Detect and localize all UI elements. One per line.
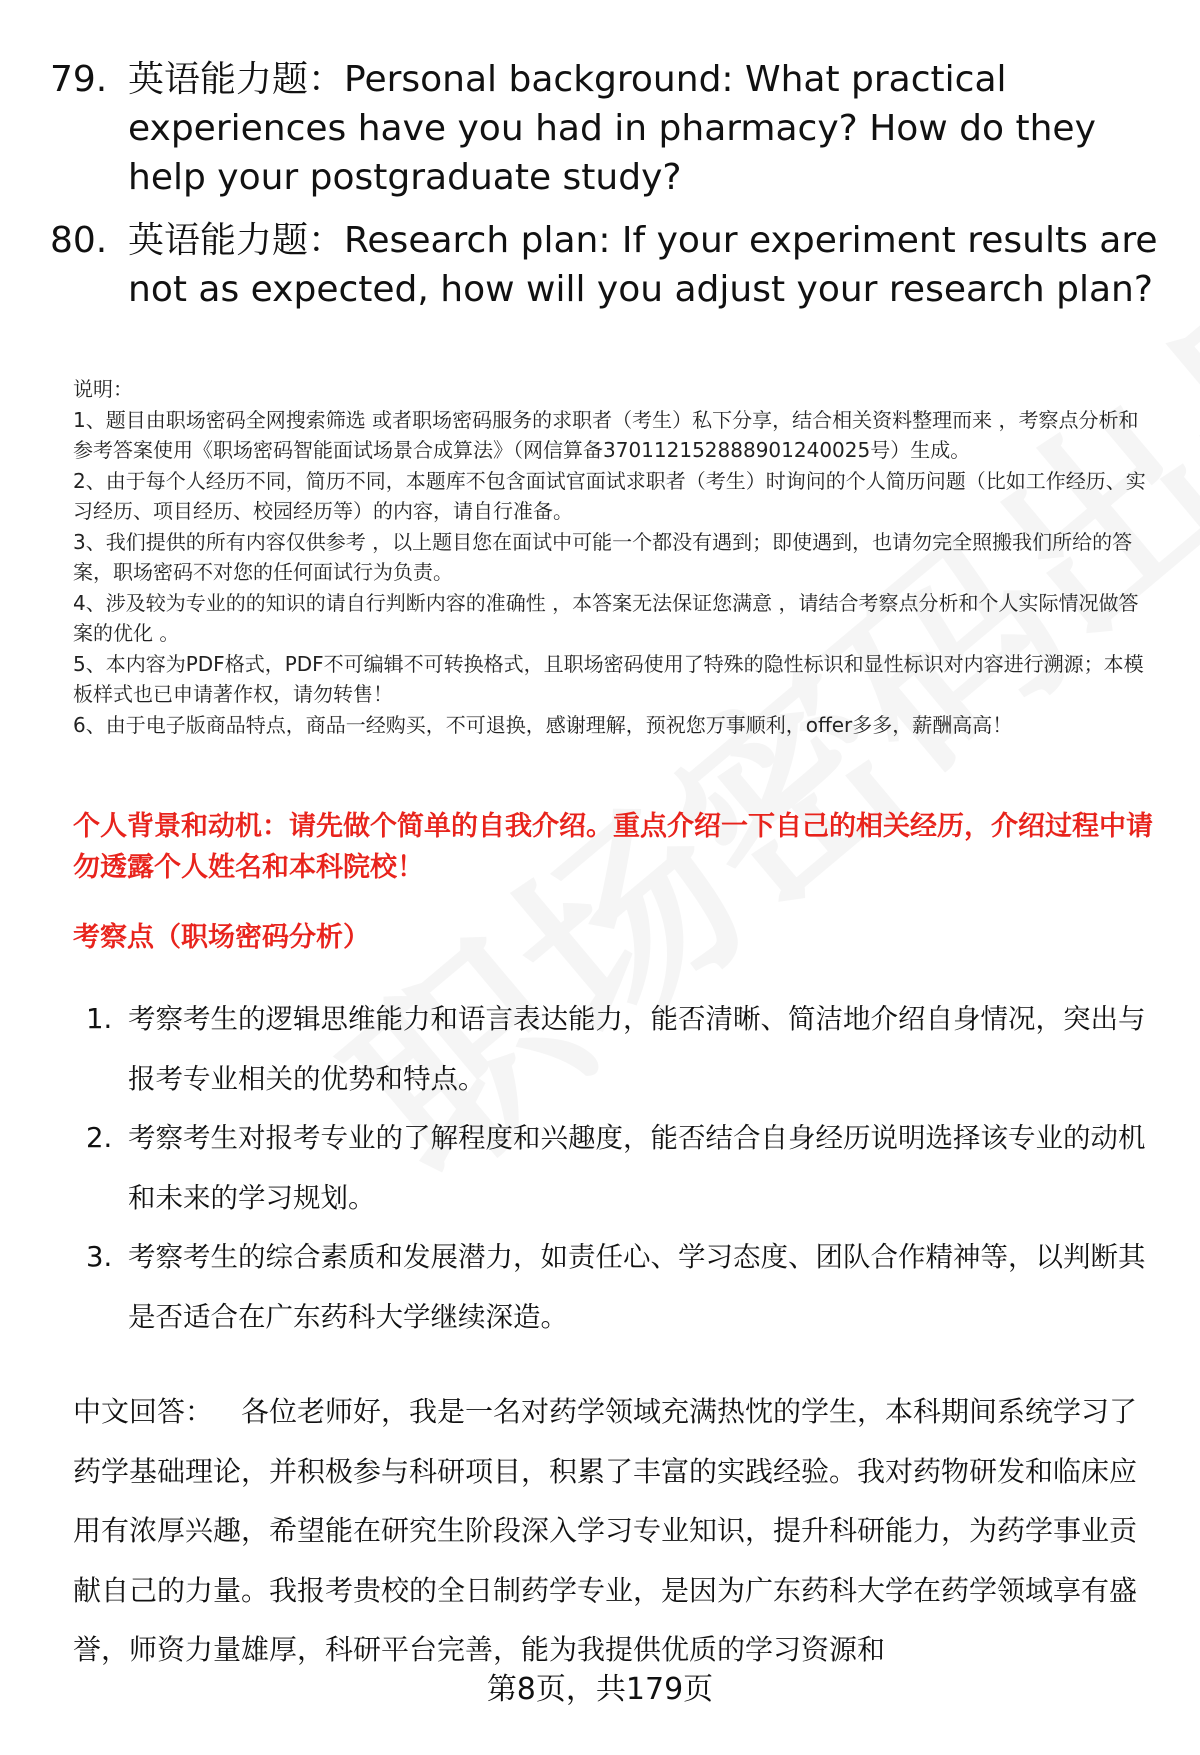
question-80 xyxy=(50,216,1160,314)
answer-label: 中文回答： xyxy=(73,1395,214,1428)
analysis-point xyxy=(73,990,1153,1109)
point-number: 3. xyxy=(86,1241,113,1273)
section-title: 个人背景和动机：请先做个简单的自我介绍。重点介绍一下自己的相关经历，介绍过程中请勿透露个人姓名和本科院校！ xyxy=(73,811,1153,883)
notes-heading: 说明： xyxy=(73,377,133,401)
note-item: 2、由于每个人经历不同，简历不同，本题库不包含面试官面试求职者（考生）时询问的个人简历问题（比如工作经历、实习经历、项目经历、校园经历等）的内容，请自行准备。 xyxy=(73,468,1146,523)
note-item: 4、涉及较为专业的的知识的请自行判断内容的准确性 ，本答案无法保证您满意 ，请结合考察点分析和个人实际情况做答案的优化 。 xyxy=(73,590,1139,645)
question-79 xyxy=(50,55,1160,202)
answer-text: 各位老师好，我是一名对药学领域充满热忱的学生，本科期间系统学习了药学基础理论，并积极参与科研项目，积累了丰富的实践经验。我对药物研发和临床应用有浓厚兴趣，希望能在研究生阶段深入学习专业知识，提升科研能力，为药学事业贡献自己的力量。我报考贵校的全日制药学专业，是因为广东药科大学在药学领域享有盛誉，师资力量雄厚，科研平台完善，能为我提供优质的学习资源和 xyxy=(73,1395,1138,1666)
point-text: 考察考生的综合素质和发展潜力，如责任心、学习态度、团队合作精神等，以判断其是否适合在广东药科大学继续深造。 xyxy=(128,1241,1146,1333)
point-text: 考察考生对报考专业的了解程度和兴趣度，能否结合自身经历说明选择该专业的动机和未来的学习规划。 xyxy=(128,1122,1146,1214)
point-number: 2. xyxy=(86,1122,113,1154)
question-number: 80. xyxy=(50,220,108,261)
note-item: 6、由于电子版商品特点，商品一经购买，不可退换，感谢理解，预祝您万事顺利，offer多多，薪酬高高！ xyxy=(73,712,1013,737)
analysis-title: 考察点（职场密码分析） xyxy=(73,922,370,953)
analysis-point xyxy=(73,1228,1153,1347)
chinese-answer xyxy=(73,1382,1158,1680)
note-item: 1、题目由职场密码全网搜索筛选 或者职场密码服务的求职者（考生）私下分享，结合相关资料整理而来 ，考察点分析和参考答案使用《职场密码智能面试场景合成算法》（网信算备370112152888901240025号）生成。 xyxy=(73,407,1139,462)
page-number: 第8页，共179页 xyxy=(486,1672,714,1707)
question-prefix: 英语能力题： xyxy=(128,59,345,100)
disclaimer-notes xyxy=(73,374,1153,740)
analysis-points xyxy=(73,990,1153,1347)
note-item: 3、我们提供的所有内容仅供参考 ，以上题目您在面试中可能一个都没有遇到；即使遇到，也请勿完全照搬我们所给的答案，职场密码不对您的任何面试行为负责。 xyxy=(73,529,1133,584)
point-text: 考察考生的逻辑思维能力和语言表达能力，能否清晰、简洁地介绍自身情况，突出与报考专业相关的优势和特点。 xyxy=(128,1003,1146,1095)
question-text: Personal background: What practical experiences have you had in pharmacy? How do they help your postgraduate study? xyxy=(128,59,1096,198)
analysis-point xyxy=(73,1109,1153,1228)
note-item: 5、本内容为PDF格式，PDF不可编辑不可转换格式，且职场密码使用了特殊的隐性标识和显性标识对内容进行溯源；本模板样式也已申请著作权，请勿转售！ xyxy=(73,651,1144,706)
question-number: 79. xyxy=(50,59,108,100)
question-prefix: 英语能力题： xyxy=(128,220,345,261)
point-number: 1. xyxy=(86,1003,113,1035)
question-text: Research plan: If your experiment results are not as expected, how will you adjust your research plan? xyxy=(128,220,1158,310)
